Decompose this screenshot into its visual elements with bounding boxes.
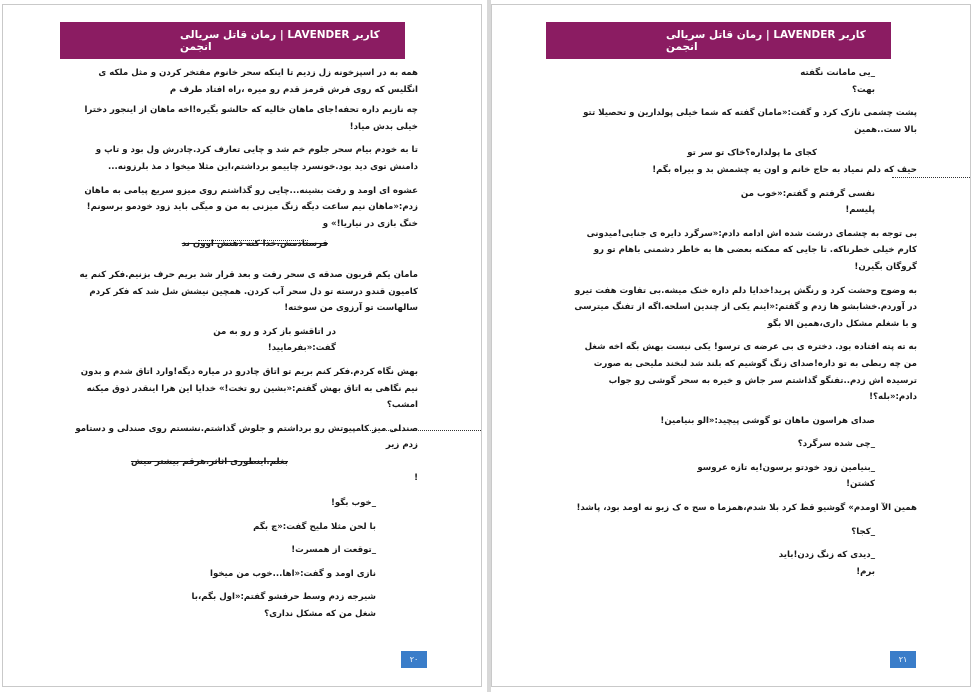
page-body	[73, 65, 418, 630]
page-body	[572, 65, 917, 587]
paragraph: کجای ما پولداره؟خاک تو سر تو	[687, 148, 817, 159]
paragraph: با لحن مثلا مليح گفت:«چ بگم	[253, 521, 376, 532]
page-header-banner	[546, 22, 891, 59]
paragraph: _بنیامین زود خودتو برسون!یه تازه عروسو کشتن!	[697, 462, 875, 490]
page-number: ۲۱	[898, 655, 908, 664]
paragraph: پشت چشمی نازک کرد و گفت:«مامان گفته که شما خیلی پولدارین و تحصیلا تتو بالا ست..همین	[583, 108, 917, 135]
paragraph: شیرجه زدم وسط حرفشو گفتم:«اول بگم،با شغل من که مشکل نداری؟	[191, 592, 376, 620]
page-right	[491, 4, 971, 687]
dotted-rule	[198, 240, 308, 241]
paragraph: حیف که دلم نمیاد به حاج خانم و اون یه چشمش بد و بیراه بگم!	[652, 164, 917, 175]
page-number-badge	[401, 651, 427, 668]
paragraph-struck: بغلم.اینطوری اثاثر.هرقم بیشتر میش	[130, 456, 288, 467]
paragraph: بهش نگاه کردم.فکر کنم بریم تو اتاق چادرو در میاره دیگه!وارد اتاق شدم و بدون نیم نگاهی به اتاق بهش گفتم:«بشین رو تخت!» خدایا این هرا اینقدر ذوق میکنه امشب؟	[80, 366, 418, 411]
paragraph: به وضوح وحشت کرد و رنگش پرید!خدایا دلم داره خنک میشه.بی تفاوت هفت تیرو در آوردم.خشابشو ها زدم و گفتم:«اینم یکی از چندین اسلحه.اگه از تفنگ میترسی و با شغلم مشکل داری،همین الا بگو	[574, 285, 917, 329]
paragraph: همه به در اسپزخونه زل زدیم تا اینکه سحر خانوم مفتخر کردن و مثل ملکه ی انگلیس که روی فرش قرمز قدم رو میره ،راه افتاد طرف م	[98, 68, 418, 95]
paragraph: چه نازیم داره تحفه!جای ماهان خالیه که حالشو بگیره!اخه ماهان از اینجور دخترا خیلی بدش میاد!	[84, 105, 418, 132]
page-number-badge	[890, 651, 916, 668]
page-header-banner	[60, 22, 405, 59]
paragraph: صدای هراسون ماهان تو گوشی پیچید:«الو بنیامین!	[660, 415, 875, 426]
paragraph: !	[414, 473, 418, 484]
paragraph: تا به خودم بیام سحر جلوم خم شد و چایی تعارف کرد.چادرش ول بود و تاپ و دامنش توی دید بود.خونسرد چاییمو برداشتم،این مثلا میخوا د مذ بلرزونه...	[95, 145, 418, 172]
paragraph-struck: فرستادمش.خدا کنه ذهنش اوون ند	[181, 239, 328, 250]
paragraph: _خوب بگو!	[330, 498, 376, 509]
paragraph: مامان یکم قربون صدقه ی سحر رفت و بعد قرار شد بریم حرف بزنیم.فکر کنم یه کامیون قندو درسته تو دل سحر آب کردن. همچین نیشش شل شد که فکر کردم سالهاست تو آرزوی من سوخته!	[79, 269, 418, 314]
paragraph: صندلی میز کامپیوتش رو برداشتم و جلوش گذاشتم.نشستم روی صندلی و دستامو زدم زیر	[75, 423, 418, 451]
paragraph: نفسی گرفتم و گفتم:«خوب من پلیسم!	[740, 188, 875, 216]
paragraph: به ته پته افتاده بود. دختره ی بی عرضه ی ترسو! یکی نیست بهش بگه اخه شغل من چه ربطی به تو داره!صدای زنگ گوشیم که بلند شد لبخند مليحی به صورت ترسیده اش زدم..تفنگو گذاشتم سر جاش و خیره به سحر گوشی رو جواب دادم:«بله؟!	[584, 342, 917, 403]
paragraph: نازی اومد و گفت:«اها...خوب من میخوا	[210, 568, 376, 579]
paragraph: _کجا؟	[851, 526, 875, 537]
paragraph: _چی شده سرگرد؟	[797, 439, 875, 450]
paragraph: عشوه ای اومد و رفت بشینه...چایی رو گذاشتم روی میزو سریع پیامی به ماهان زدم:«ماهان نیم ساعت دیگه زنگ میزنی به من و میگی باید زود خودمو برسونم!خنگ بازی در نیاریا!» و	[84, 185, 418, 229]
dotted-rule	[358, 430, 482, 431]
page-left	[2, 4, 482, 687]
paragraph: _توقعت از همسرت!	[291, 545, 376, 556]
header-title: رمان قاتل سریالی | LAVENDER کاربر انجمن	[666, 28, 866, 53]
paragraph: _دیدی که زنگ زدن!باید برم!	[778, 550, 875, 577]
paragraph: در اتاقشو باز کرد و رو به من گفت:«بفرمایید!	[213, 326, 336, 354]
paragraph: _یی مامانت نگفته بهت؟	[800, 68, 875, 95]
dotted-rule	[892, 177, 971, 178]
paragraph: بی توجه به چشمای درشت شده اش ادامه دادم:«سرگرد دایره ی جنایی!میدونی کارم خیلی خطرناکه. تا جایی که ممکنه بعضی ها به خاطر دشمنی باهام تو رو گروگان بگیرن!	[586, 228, 917, 272]
page-number: ۲۰	[409, 655, 419, 664]
paragraph: همین الآ اومدم» گوشیو قط کرد بلا شدم،همزما ه سح ه ک زبو نه اومد بود، پاشد!	[576, 503, 917, 514]
header-title: رمان قاتل سریالی | LAVENDER کاربر انجمن	[180, 28, 380, 53]
